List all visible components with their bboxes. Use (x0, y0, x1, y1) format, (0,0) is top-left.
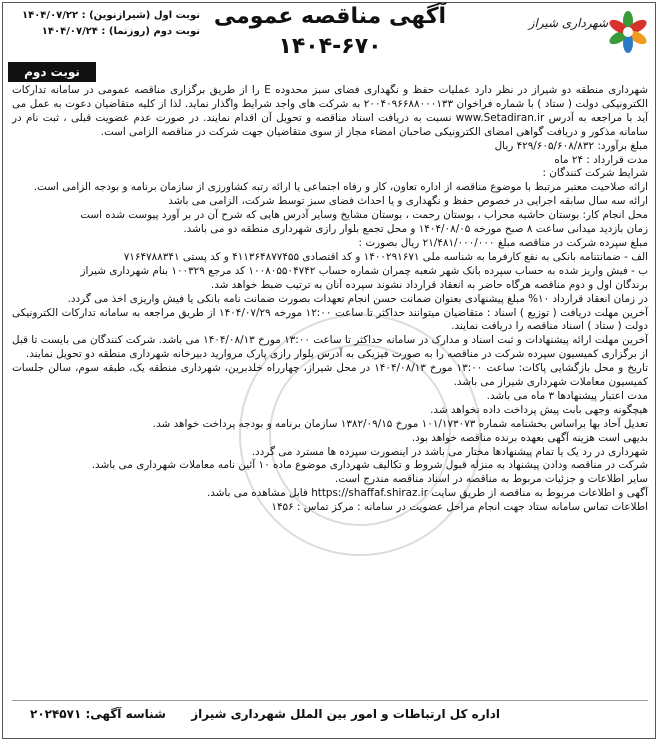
submit-deadline: آخرین مهلت ارائه پیشنهادات و ثبت اسناد و مدارک در سامانه حداکثر تا ساعت ۱۳:۰۰ مورخ ۱۴۰۴/۰۸/۱۳ می باشد. شرکت کنندگان می بایست تا قبل از برگزاری کمیسیون سپرده شرکت در مناقصه را به صورت فیزیکی به آدرس بلوار رازی پارک مروارید دبیرخانه شهرداری منطقه دو تحویل نمایند. (12, 334, 649, 361)
date-second: نوبت دوم (روزنما) : ۱۴۰۴/۰۷/۲۴ (41, 26, 200, 37)
bid-validity: مدت اعتبار پیشنهادها ۳ ماه می باشد. (486, 389, 648, 402)
ad-cost-note: بدیهی است هزینه آگهی بعهده برنده مناقصه خواهد بود. (411, 431, 648, 444)
header (0, 0, 660, 62)
footer-department: اداره کل ارتباطات و امور بین الملل شهرداری شیراز (191, 707, 500, 721)
shiraz-municipality-logo (520, 6, 650, 58)
website-info: آگهی و اطلاعات مربوط به مناقصه از طریق سایت https://shaffaf.shiraz.ir قابل مشاهده می باشد. (206, 487, 648, 500)
rejection-right: شهرداری در رد یک یا تمام پیشنهادها مختار می باشد در اینصورت سپرده ها مسترد می گردد. (251, 445, 648, 458)
estimate: مبلغ برآورد: ۴۲۹/۶۰۵/۶۰۸/۸۳۲ ریال (494, 139, 648, 152)
work-location: محل انجام کار: بوستان حاشیه محراب ، بوستان رحمت ، بوستان مشایخ وسایر آدرس هایی که شرح آن در بر آورد پیوست شده است (80, 209, 648, 222)
site-visit: زمان بازدید میدانی ساعت ۸ صبح مورخه ۱۴۰۴/۰۸/۰۵ و محل تجمع بلوار رازی شهرداری منطقه دو می باشد. (183, 223, 648, 236)
performance-guarantee: در زمان انعقاد قرارداد ۱۰% مبلغ پیشنهادی بعنوان ضمانت حسن انجام تعهدات بصورت ضمانت نامه بانکی یا فیش واریزی اخذ می گردد. (67, 292, 648, 305)
acceptance-terms: شرکت در مناقصه ودادن پیشنهاد به منزله قبول شروط و تکالیف شهرداری موضوع ماده ۱۰ آئین نامه معاملات شهرداری می باشد. (91, 459, 648, 472)
deposit-option-b: ب - فیش واریز شده به حساب سپرده بانک شهر شعبه چمران شماره حساب ۱۰۰۸۰۵۵۰۴۷۴۲ کد مرجع ۱۰۰۳۲۹ بنام شهرداری شیراز (80, 264, 648, 277)
intro-paragraph: شهرداری منطقه دو شیراز در نظر دارد عملیات حفظ و نگهداری فضای سبز محدوده E را از طریق برگزاری مناقصه عمومی در سامانه تدارکات الکترونیکی دولت ( ستاد ) با شماره فراخوان ۲۰۰۴۰۹۶۶۸۸۰۰۰۱۳۳ به شرکت های واجد شرایط واگذار نماید. لذا از کلیه متقاضیان دعوت به عمل می آید با مراجعه به آدرس www.Setadiran.ir نسبت به دریافت اسناد مناقصه و تحویل آن اقدام نمایند. در صورت عدم عضویت قبلی ، ثبت نام در سامانه مذکور و دریافت گواهی امضای الکترونیکی صاحبان امضاء مجاز از سوی متقاضیان جهت شرکت در مناقصه الزامی است. (12, 84, 648, 138)
deposit-amount: مبلغ سپرده شرکت در مناقصه مبلغ ۲۱/۴۸۱/۰۰۰/۰۰۰ ریال بصورت : (358, 236, 648, 249)
prepayment-note: هیچگونه وجهی بابت پیش پرداخت داده نخواهد شد. (430, 403, 648, 416)
receive-deadline: آخرین مهلت دریافت ( توزیع ) اسناد : متقاضیان میتوانند حداکثر تا ساعت ۱۲:۰۰ مورخه ۱۴۰۴/۰۷/۲۹ از طریق مراجعه به سامانه تدارکات الکترونیکی دولت ( ستاد ) اسناد مناقصه را دریافت نمایند. (12, 306, 648, 333)
contact-info: اطلاعات تماس سامانه ستاد جهت انجام مراحل عضویت در سامانه : مرکز تماس : ۱۴۵۶ (271, 501, 648, 514)
contract-duration: مدت قرارداد : ۲۴ ماه (554, 153, 648, 166)
footer-divider (12, 700, 648, 701)
announcement-body (12, 84, 648, 515)
ad-id: شناسه آگهی: ۲۰۲۴۵۷۱ (30, 707, 166, 721)
price-adjustment: تعدیل آحاد بها براساس بخشنامه شماره ۱۰۱/۱۷۳۰۷۳ مورخ ۱۳۸۲/۰۹/۱۵ سازمان برنامه و بودجه پرداخت خواهد شد. (152, 417, 648, 430)
date-first: نوبت اول (شیرازنوین) : ۱۴۰۴/۰۷/۲۲ (22, 10, 200, 21)
deposit-option-a: الف - ضمانتنامه بانکی به نفع کارفرما به شناسه ملی ۱۴۰۰۲۹۱۶۷۱ و کد اقتصادی ۴۱۱۳۶۴۸۷۷۴۵۵ و کد پستی ۷۱۶۴۷۸۸۳۴۱ (123, 250, 648, 263)
condition-experience: ارائه سه سال سابقه اجرایی در خصوص حفظ و نگهداری و یا احداث فضای سبز توسط شرکت، الزامی می باشد (168, 195, 648, 208)
deposit-note: برندگان اول و دوم مناقصه هرگاه حاضر به انعقاد قرارداد نشوند سپرده آنان به ترتیب ضبط خواهد شد. (210, 278, 648, 291)
second-round-badge: نوبت دوم (8, 62, 96, 82)
page-title: آگهی مناقصه عمومی (213, 4, 447, 29)
condition-qualification: ارائه صلاحیت معتبر مرتبط با موضوع مناقصه از اداره تعاون، کار و رفاه اجتماعی یا ارائه رتبه کشاورزی از سازمان برنامه و بودجه الزامی است. (33, 181, 648, 194)
conditions-title: شرایط شرکت کنندگان : (542, 167, 648, 180)
opening-session: تاریخ و محل بازگشایی پاکات: ساعت ۱۳:۰۰ مورخ ۱۴۰۴/۰۸/۱۳ در محل شیراز، چهارراه خلدبرین، شهرداری منطقه یک، طبقه سوم، سالن جلسات کمیسیون معاملات شهرداری شیراز می باشد. (12, 362, 649, 389)
tender-number: ۱۴۰۴-۶۷۰ (278, 34, 382, 59)
other-info: سایر اطلاعات و جزئیات مربوط به مناقصه در اسناد مناقصه مندرج است. (334, 473, 648, 486)
publication-dates (10, 8, 200, 40)
logo-text: شهرداری شیراز (528, 16, 608, 30)
